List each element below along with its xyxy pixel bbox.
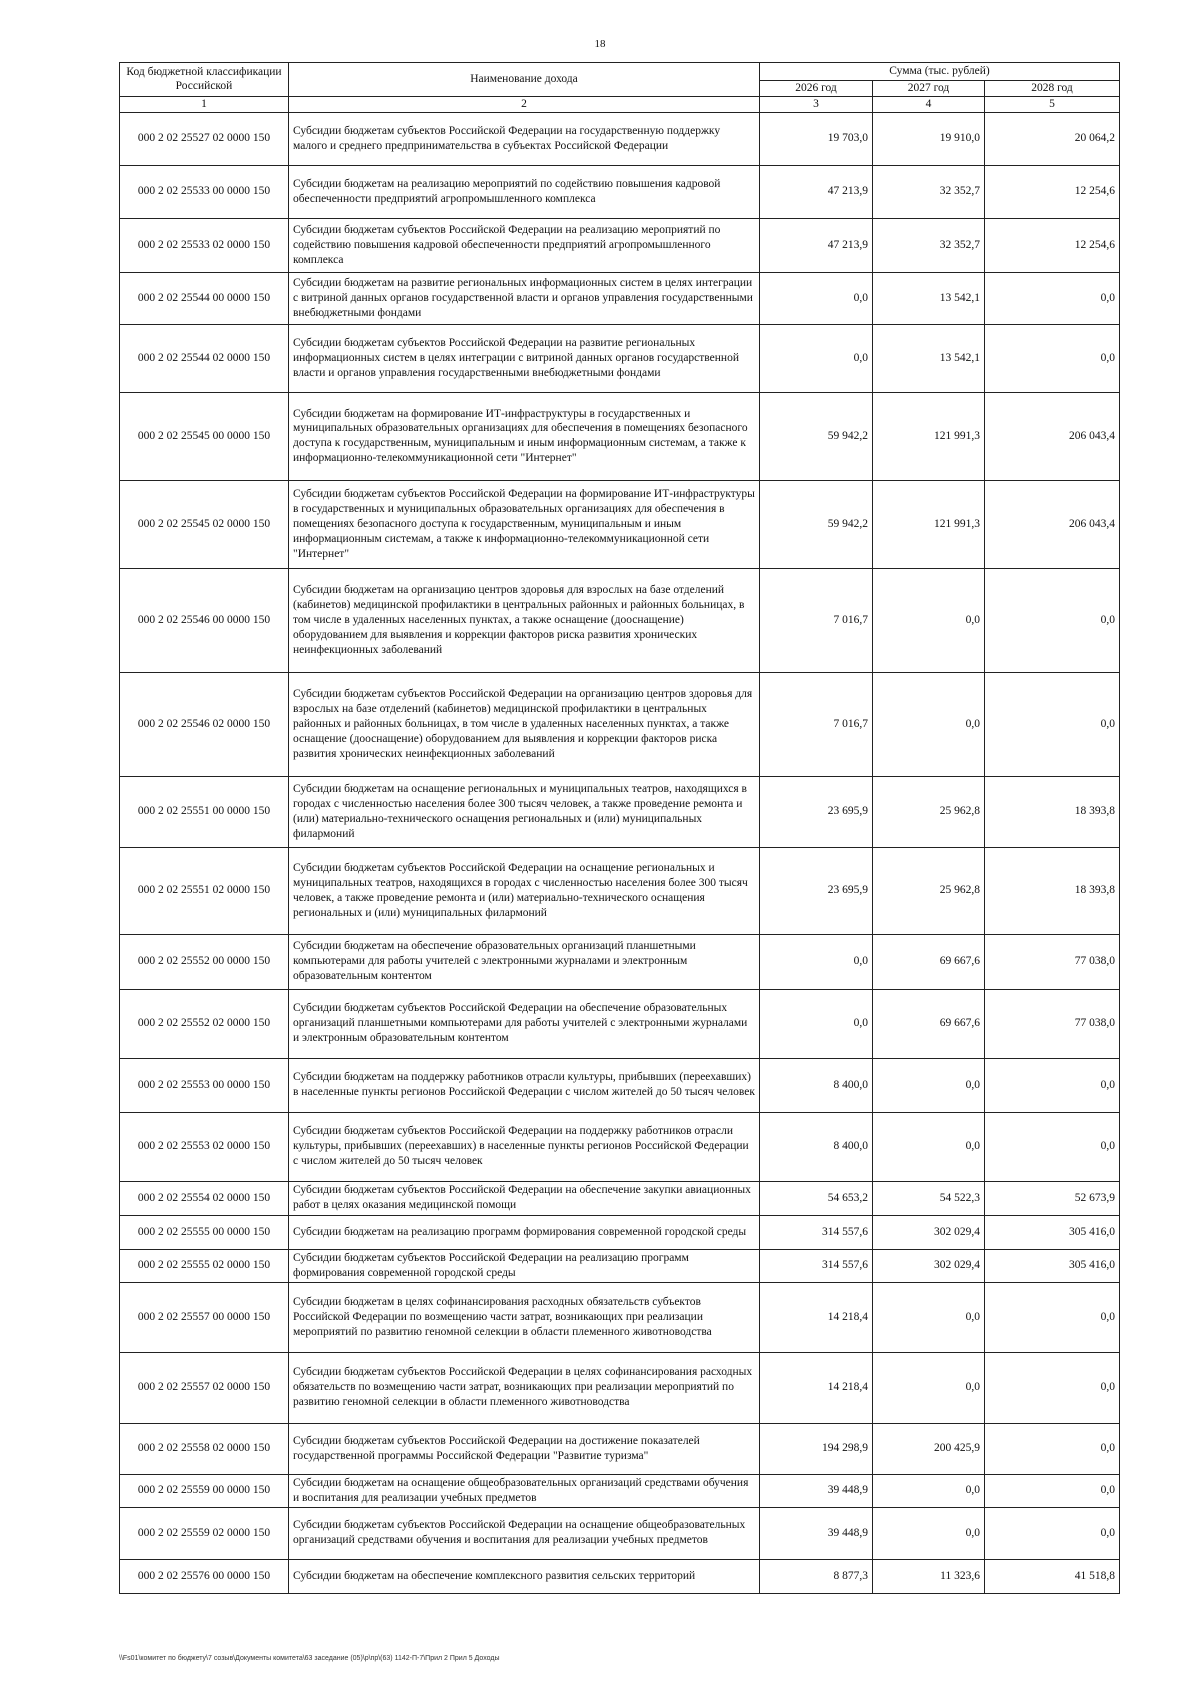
row-2028: 0,0: [985, 568, 1120, 672]
table-row: [120, 1423, 1120, 1474]
row-2028: 305 416,0: [985, 1249, 1120, 1282]
row-2027: 32 352,7: [873, 218, 985, 272]
row-code: 000 2 02 25555 00 0000 150: [120, 1215, 289, 1249]
table-row: [120, 165, 1120, 218]
row-2028: 18 393,8: [985, 776, 1120, 847]
table-row: [120, 112, 1120, 165]
row-2027: 302 029,4: [873, 1215, 985, 1249]
row-code: 000 2 02 25546 02 0000 150: [120, 672, 289, 776]
table-row: [120, 218, 1120, 272]
row-code: 000 2 02 25551 02 0000 150: [120, 847, 289, 934]
row-2026: 23 695,9: [760, 847, 873, 934]
row-2028: 0,0: [985, 1423, 1120, 1474]
table-row: [120, 272, 1120, 324]
table-row: [120, 1559, 1120, 1593]
row-name: Субсидии бюджетам субъектов Российской Федерации на реализацию программ формирования современной городской среды: [289, 1249, 760, 1282]
row-2028: 77 038,0: [985, 934, 1120, 989]
row-name: Субсидии бюджетам субъектов Российской Федерации на организацию центров здоровья для взрослых на базе отделений (кабинетов) медицинской профилактики в центральных районных и районных больницах, в том числе в удаленных населенных пунктах, а также оснащение (дооснащение) оборудованием для выявления и коррекции факторов риска развития хронических неинфекционных заболеваний: [289, 672, 760, 776]
row-code: 000 2 02 25545 00 0000 150: [120, 392, 289, 480]
row-name: Субсидии бюджетам субъектов Российской Федерации на государственную поддержку малого и среднего предпринимательства в субъектах Российской Федерации: [289, 112, 760, 165]
row-code: 000 2 02 25533 02 0000 150: [120, 218, 289, 272]
row-2026: 7 016,7: [760, 672, 873, 776]
row-2028: 0,0: [985, 272, 1120, 324]
row-code: 000 2 02 25559 02 0000 150: [120, 1507, 289, 1559]
row-2027: 0,0: [873, 568, 985, 672]
table-row: [120, 568, 1120, 672]
row-2028: 0,0: [985, 1474, 1120, 1507]
table-body: [120, 112, 1120, 1593]
header-col-1: 1: [120, 96, 289, 112]
row-2027: 54 522,3: [873, 1181, 985, 1215]
row-2027: 121 991,3: [873, 480, 985, 568]
row-code: 000 2 02 25554 02 0000 150: [120, 1181, 289, 1215]
row-2028: 52 673,9: [985, 1181, 1120, 1215]
table-row: [120, 776, 1120, 847]
header-code: Код бюджетной классификации Российской: [120, 63, 289, 97]
table-row: [120, 392, 1120, 480]
row-2026: 8 877,3: [760, 1559, 873, 1593]
row-2026: 14 218,4: [760, 1352, 873, 1423]
budget-revenue-table: [119, 62, 1120, 1594]
row-name: Субсидии бюджетам на формирование ИТ-инфраструктуры в государственных и муниципальных образовательных организациях для обеспечения в помещениях безопасного доступа к государственным, муниципальным и иным информационным системам, а также к информационно-телекоммуникационной сети "Интернет": [289, 392, 760, 480]
row-name: Субсидии бюджетам субъектов Российской Федерации в целях софинансирования расходных обязательств по возмещению части затрат, возникающих при реализации мероприятий по развитию геномной селекции в области племенного животноводства: [289, 1352, 760, 1423]
table-row: [120, 847, 1120, 934]
row-2026: 0,0: [760, 324, 873, 392]
row-name: Субсидии бюджетам на оснащение региональных и муниципальных театров, находящихся в городах с численностью населения более 300 тысяч человек, а также проведение ремонта и (или) материально-технического оснащения региональных и (или) муниципальных филармоний: [289, 776, 760, 847]
row-2027: 69 667,6: [873, 989, 985, 1058]
row-code: 000 2 02 25545 02 0000 150: [120, 480, 289, 568]
page-number: 18: [594, 38, 606, 50]
row-2026: 314 557,6: [760, 1249, 873, 1282]
row-name: Субсидии бюджетам субъектов Российской Федерации на формирование ИТ-инфраструктуры в государственных и муниципальных образовательных организациях для обеспечения в помещениях безопасного доступа к государственным, муниципальным и иным информационным системам, а также к информационно-телекоммуникационной сети "Интернет": [289, 480, 760, 568]
row-2028: 12 254,6: [985, 165, 1120, 218]
row-2028: 0,0: [985, 1112, 1120, 1181]
row-2028: 305 416,0: [985, 1215, 1120, 1249]
row-code: 000 2 02 25546 00 0000 150: [120, 568, 289, 672]
row-name: Субсидии бюджетам на обеспечение комплексного развития сельских территорий: [289, 1559, 760, 1593]
row-2026: 194 298,9: [760, 1423, 873, 1474]
row-2026: 39 448,9: [760, 1474, 873, 1507]
table-row: [120, 480, 1120, 568]
row-2027: 0,0: [873, 1058, 985, 1112]
table-row: [120, 1181, 1120, 1215]
row-2026: 19 703,0: [760, 112, 873, 165]
row-code: 000 2 02 25555 02 0000 150: [120, 1249, 289, 1282]
row-2028: 0,0: [985, 324, 1120, 392]
row-2028: 0,0: [985, 1058, 1120, 1112]
row-2026: 47 213,9: [760, 165, 873, 218]
row-name: Субсидии бюджетам субъектов Российской Федерации на достижение показателей государственной программы Российской Федерации "Развитие туризма": [289, 1423, 760, 1474]
row-2027: 302 029,4: [873, 1249, 985, 1282]
header-sum: Сумма (тыс. рублей): [760, 63, 1120, 81]
row-2027: 200 425,9: [873, 1423, 985, 1474]
row-2026: 47 213,9: [760, 218, 873, 272]
row-2026: 8 400,0: [760, 1112, 873, 1181]
row-2026: 14 218,4: [760, 1282, 873, 1352]
row-2026: 0,0: [760, 934, 873, 989]
row-code: 000 2 02 25552 00 0000 150: [120, 934, 289, 989]
row-name: Субсидии бюджетам субъектов Российской Федерации на развитие региональных информационных систем в целях интеграции с витриной данных органов государственной власти и органов управления государственными внебюджетными фондами: [289, 324, 760, 392]
row-2027: 0,0: [873, 672, 985, 776]
row-name: Субсидии бюджетам субъектов Российской Федерации на реализацию мероприятий по содействию повышения кадровой обеспеченности предприятий агропромышленного комплекса: [289, 218, 760, 272]
row-2026: 314 557,6: [760, 1215, 873, 1249]
row-name: Субсидии бюджетам на поддержку работников отрасли культуры, прибывших (переехавших) в населенные пункты регионов Российской Федерации с числом жителей до 50 тысяч человек: [289, 1058, 760, 1112]
header-col-3: 3: [760, 96, 873, 112]
header-year-2027: 2027 год: [873, 81, 985, 97]
header-col-5: 5: [985, 96, 1120, 112]
row-name: Субсидии бюджетам на организацию центров здоровья для взрослых на базе отделений (кабинетов) медицинской профилактики в центральных районных и районных больницах, в том числе в удаленных населенных пунктах, а также оснащение (дооснащение) оборудованием для выявления и коррекции факторов риска развития хронических неинфекционных заболеваний: [289, 568, 760, 672]
row-2028: 206 043,4: [985, 480, 1120, 568]
header-col-2: 2: [289, 96, 760, 112]
row-2027: 25 962,8: [873, 776, 985, 847]
row-name: Субсидии бюджетам субъектов Российской Федерации на поддержку работников отрасли культуры, прибывших (переехавших) в населенные пункты регионов Российской Федерации с числом жителей до 50 тысяч человек: [289, 1112, 760, 1181]
row-2028: 41 518,8: [985, 1559, 1120, 1593]
row-name: Субсидии бюджетам субъектов Российской Федерации на обеспечение закупки авиационных работ в целях оказания медицинской помощи: [289, 1181, 760, 1215]
row-name: Субсидии бюджетам в целях софинансирования расходных обязательств субъектов Российской Федерации по возмещению части затрат, возникающих при реализации мероприятий по развитию геномной селекции в области племенного животноводства: [289, 1282, 760, 1352]
row-2028: 0,0: [985, 672, 1120, 776]
row-name: Субсидии бюджетам субъектов Российской Федерации на оснащение региональных и муниципальных театров, находящихся в городах с численностью населения более 300 тысяч человек, а также проведение ремонта и (или) материально-технического оснащения региональных и (или) муниципальных филармоний: [289, 847, 760, 934]
table-row: [120, 672, 1120, 776]
row-2026: 23 695,9: [760, 776, 873, 847]
row-code: 000 2 02 25553 02 0000 150: [120, 1112, 289, 1181]
row-2028: 206 043,4: [985, 392, 1120, 480]
row-2026: 7 016,7: [760, 568, 873, 672]
row-2026: 59 942,2: [760, 392, 873, 480]
row-2027: 19 910,0: [873, 112, 985, 165]
table-row: [120, 1507, 1120, 1559]
row-2027: 0,0: [873, 1352, 985, 1423]
row-2027: 0,0: [873, 1282, 985, 1352]
table-row: [120, 989, 1120, 1058]
footer-file-path: \\Fs01\комитет по бюджету\7 созыв\Документы комитета\63 заседание (05)\р\пр\(63) 1142-П-7\Прил 2 Прил 5 Доходы: [119, 1655, 500, 1662]
table-row: [120, 1282, 1120, 1352]
row-2026: 59 942,2: [760, 480, 873, 568]
row-code: 000 2 02 25544 02 0000 150: [120, 324, 289, 392]
row-2027: 0,0: [873, 1507, 985, 1559]
row-2027: 11 323,6: [873, 1559, 985, 1593]
row-name: Субсидии бюджетам на оснащение общеобразовательных организаций средствами обучения и воспитания для реализации учебных предметов: [289, 1474, 760, 1507]
row-code: 000 2 02 25553 00 0000 150: [120, 1058, 289, 1112]
header-year-2028: 2028 год: [985, 81, 1120, 97]
row-2027: 25 962,8: [873, 847, 985, 934]
table-row: [120, 324, 1120, 392]
row-2027: 69 667,6: [873, 934, 985, 989]
header-name: Наименование дохода: [289, 63, 760, 97]
row-2028: 0,0: [985, 1507, 1120, 1559]
row-name: Субсидии бюджетам на обеспечение образовательных организаций планшетными компьютерами для работы учителей с электронными журналами и электронным образовательным контентом: [289, 934, 760, 989]
row-2028: 18 393,8: [985, 847, 1120, 934]
table-row: [120, 934, 1120, 989]
row-code: 000 2 02 25576 00 0000 150: [120, 1559, 289, 1593]
row-code: 000 2 02 25557 02 0000 150: [120, 1352, 289, 1423]
row-2028: 0,0: [985, 1282, 1120, 1352]
row-2028: 12 254,6: [985, 218, 1120, 272]
row-code: 000 2 02 25533 00 0000 150: [120, 165, 289, 218]
row-2026: 0,0: [760, 272, 873, 324]
row-2027: 121 991,3: [873, 392, 985, 480]
row-2027: 0,0: [873, 1112, 985, 1181]
header-year-2026: 2026 год: [760, 81, 873, 97]
row-2028: 77 038,0: [985, 989, 1120, 1058]
row-2027: 13 542,1: [873, 324, 985, 392]
table-row: [120, 1215, 1120, 1249]
row-2027: 32 352,7: [873, 165, 985, 218]
row-name: Субсидии бюджетам на реализацию мероприятий по содействию повышения кадровой обеспеченности предприятий агропромышленного комплекса: [289, 165, 760, 218]
table-row: [120, 1352, 1120, 1423]
row-name: Субсидии бюджетам субъектов Российской Федерации на обеспечение образовательных организаций планшетными компьютерами для работы учителей с электронными журналами и электронным образовательным контентом: [289, 989, 760, 1058]
table-row: [120, 1112, 1120, 1181]
row-code: 000 2 02 25558 02 0000 150: [120, 1423, 289, 1474]
table-row: [120, 1058, 1120, 1112]
row-code: 000 2 02 25552 02 0000 150: [120, 989, 289, 1058]
row-code: 000 2 02 25544 00 0000 150: [120, 272, 289, 324]
row-code: 000 2 02 25551 00 0000 150: [120, 776, 289, 847]
row-2028: 0,0: [985, 1352, 1120, 1423]
row-2026: 39 448,9: [760, 1507, 873, 1559]
row-2027: 13 542,1: [873, 272, 985, 324]
row-2028: 20 064,2: [985, 112, 1120, 165]
table-header: [120, 63, 1120, 113]
row-2026: 0,0: [760, 989, 873, 1058]
row-2026: 8 400,0: [760, 1058, 873, 1112]
row-name: Субсидии бюджетам на развитие региональных информационных систем в целях интеграции с витриной данных органов государственной власти и органов управления государственными внебюджетными фондами: [289, 272, 760, 324]
row-name: Субсидии бюджетам субъектов Российской Федерации на оснащение общеобразовательных организаций средствами обучения и воспитания для реализации учебных предметов: [289, 1507, 760, 1559]
table-row: [120, 1249, 1120, 1282]
row-name: Субсидии бюджетам на реализацию программ формирования современной городской среды: [289, 1215, 760, 1249]
table-row: [120, 1474, 1120, 1507]
row-code: 000 2 02 25527 02 0000 150: [120, 112, 289, 165]
header-col-4: 4: [873, 96, 985, 112]
row-2027: 0,0: [873, 1474, 985, 1507]
row-code: 000 2 02 25559 00 0000 150: [120, 1474, 289, 1507]
row-code: 000 2 02 25557 00 0000 150: [120, 1282, 289, 1352]
row-2026: 54 653,2: [760, 1181, 873, 1215]
